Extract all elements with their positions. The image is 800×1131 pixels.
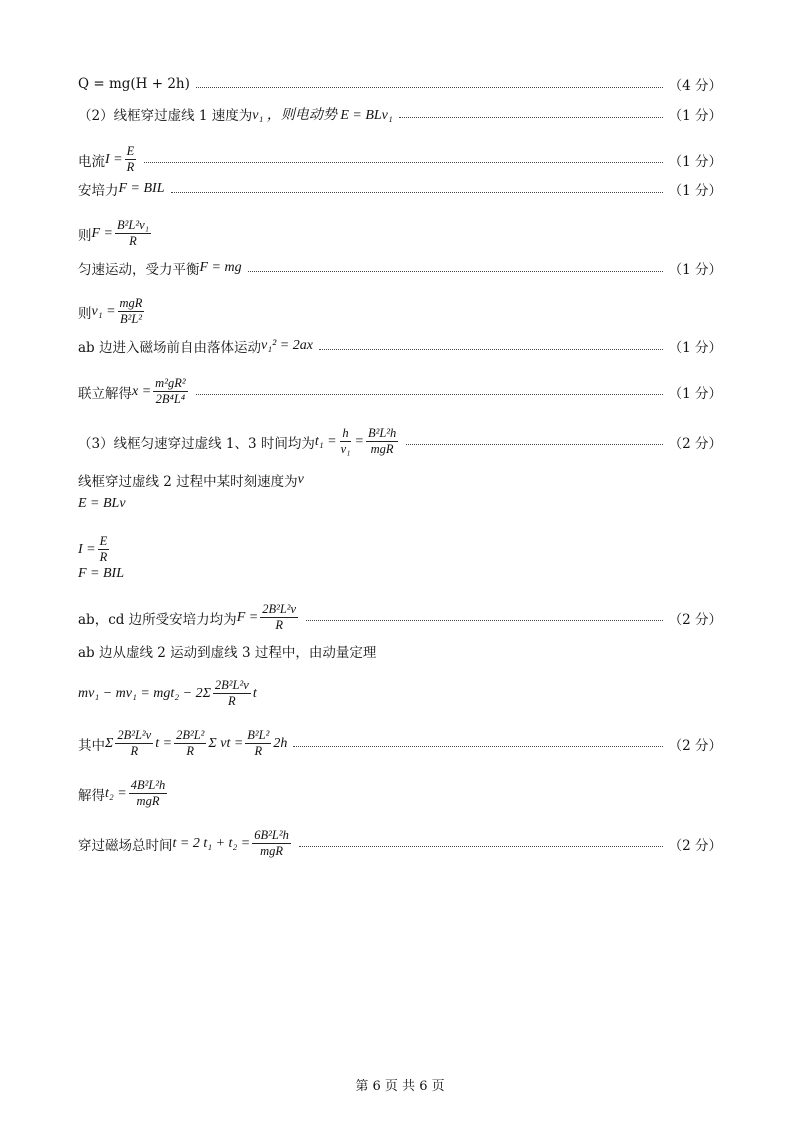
solution-line [78, 534, 722, 565]
solution-line [78, 336, 722, 356]
solution-line [78, 144, 722, 175]
score-label: （1 分） [668, 108, 722, 124]
leader-dots [299, 846, 663, 847]
leader-dots [399, 117, 663, 118]
solution-line [78, 376, 722, 407]
numerator: E [126, 144, 135, 158]
numerator: 2B²L²v [262, 602, 297, 616]
line-text: ab 边从虚线 2 运动到虚线 3 过程中，由动量定理 [78, 645, 377, 661]
line-content [78, 144, 138, 175]
fraction [174, 728, 206, 759]
line-content [78, 258, 242, 278]
fraction [118, 296, 145, 327]
leader-dots [196, 87, 663, 88]
formula: t₂ = [105, 785, 127, 801]
score-label: （2 分） [668, 435, 722, 452]
formula: E = BLv [78, 496, 126, 511]
line-content [78, 641, 376, 661]
leader-dots [248, 271, 663, 272]
leader-dots [293, 746, 662, 747]
denominator: mgR [136, 794, 160, 808]
numerator: 6B²L²h [254, 828, 289, 842]
denominator: R [275, 618, 283, 632]
numerator: E [99, 534, 108, 548]
solution-line [78, 218, 722, 249]
formula: Σ [105, 735, 114, 751]
numerator: 2B²L² [176, 728, 205, 742]
fraction [252, 828, 291, 859]
formula: t₁ = [314, 433, 337, 449]
line-content [78, 728, 287, 759]
denominator: R [228, 694, 236, 708]
formula: v₁ = [91, 303, 116, 319]
line-text: 穿过磁场总时间 [78, 837, 173, 854]
formula: I = [78, 541, 96, 557]
numerator: 2B²L²v [117, 728, 152, 742]
line-text: 线框穿过虚线 2 过程中某时刻速度为 [78, 474, 298, 490]
line-content [78, 296, 146, 327]
line-text: 解得 [78, 787, 105, 804]
fraction [115, 218, 151, 249]
fraction [98, 534, 110, 565]
line-content [78, 104, 393, 124]
denominator: R [99, 550, 108, 564]
formula: 2h [273, 735, 288, 751]
formula: F = mg [199, 260, 242, 275]
fraction [115, 728, 153, 759]
line-text: 联立解得 [78, 385, 132, 402]
solution-line [78, 74, 722, 94]
fraction [245, 728, 271, 759]
denominator: R [186, 744, 195, 758]
fraction [213, 678, 251, 709]
solution-line [78, 470, 722, 490]
fraction [125, 144, 137, 175]
line-content [78, 218, 153, 249]
fraction [339, 426, 353, 457]
line-text: 安培力 [78, 183, 119, 199]
score-label: （2 分） [668, 611, 722, 628]
score-label: （1 分） [668, 183, 722, 199]
line-content [78, 778, 169, 809]
denominator: B²L² [119, 312, 143, 326]
solution-line [78, 426, 722, 457]
solution-line [78, 104, 722, 124]
denominator: v₁ [340, 442, 351, 456]
formula: mv₁ − mv₁ = mgt₂ − 2Σ [78, 685, 211, 701]
line-text: ab 边进入磁场前自由落体运动 [78, 340, 261, 356]
solution-line [78, 828, 722, 859]
line-text: 匀速运动，受力平衡 [78, 262, 200, 278]
solution-line [78, 566, 722, 582]
formula: Σ vt = [208, 735, 244, 751]
formula: v [297, 472, 304, 487]
fraction [366, 426, 398, 457]
denominator: mgR [370, 442, 394, 456]
line-text: 则 [78, 305, 92, 322]
leader-dots [406, 444, 662, 445]
numerator: B²L²v₁ [117, 218, 149, 232]
solution-line [78, 296, 722, 327]
line-text: Q = mg(H + 2h) [78, 76, 190, 92]
formula: F = BIL [78, 566, 124, 581]
line-content [78, 602, 300, 633]
line-text: （3）线框匀速穿过虚线 1、3 时间均为 [78, 435, 315, 452]
formula: = [354, 433, 364, 449]
line-content [78, 828, 293, 859]
leader-dots [144, 162, 662, 163]
numerator: 2B²L²v [214, 678, 249, 692]
line-text: （2）线框穿过虚线 1 速度为 [78, 108, 253, 124]
leader-dots [171, 192, 663, 193]
denominator: R [129, 234, 137, 248]
solution-line [78, 678, 722, 709]
line-text: 则 [78, 227, 92, 244]
solution-line [78, 179, 722, 199]
solution-line [78, 496, 722, 512]
score-label: （2 分） [668, 837, 722, 854]
score-label: （1 分） [668, 340, 722, 356]
solution-line [78, 641, 722, 661]
score-label: （4 分） [668, 78, 722, 94]
formula: x = [132, 383, 152, 399]
line-content [78, 179, 165, 199]
numerator: 4B²L²h [130, 778, 166, 792]
line-content [78, 566, 124, 582]
leader-dots [319, 349, 663, 350]
page-footer: 第 6 页 共 6 页 [355, 1079, 445, 1094]
score-label: （1 分） [668, 385, 722, 402]
line-content [78, 678, 257, 709]
line-text: 其中 [78, 737, 105, 754]
numerator: B²L² [247, 728, 270, 742]
line-content [78, 336, 313, 356]
fraction [260, 602, 298, 633]
fraction [153, 376, 187, 407]
line-content [78, 426, 400, 457]
formula: v₁² = 2ax [260, 338, 313, 353]
denominator: 2B⁴L⁴ [155, 392, 186, 406]
formula: t = 2 t₁ + t₂ = [172, 835, 251, 851]
solution-line [78, 778, 722, 809]
leader-dots [196, 394, 663, 395]
leader-dots [306, 620, 663, 621]
fraction [129, 778, 168, 809]
numerator: mgR [119, 296, 143, 310]
formula: I = [105, 151, 123, 167]
score-label: （1 分） [668, 262, 722, 278]
line-content [78, 496, 126, 512]
solution-line [78, 602, 722, 633]
denominator: R [126, 160, 135, 174]
numerator: m²gR² [155, 376, 186, 390]
line-content [78, 76, 190, 92]
formula: t [252, 685, 257, 701]
score-label: （2 分） [668, 737, 722, 754]
formula: F = [91, 225, 113, 241]
formula: v₁ ，则电动势 E = BLv₁ [252, 108, 393, 123]
denominator: mgR [260, 844, 283, 858]
numerator: h [342, 426, 349, 440]
line-content [78, 470, 304, 490]
score-label: （1 分） [668, 153, 722, 170]
solution-line [78, 728, 722, 759]
line-content [78, 534, 111, 565]
line-content [78, 376, 190, 407]
numerator: B²L²h [367, 426, 397, 440]
line-text: ab，cd 边所受安培力均为 [78, 611, 237, 628]
denominator: R [254, 744, 263, 758]
line-text: 电流 [78, 153, 105, 170]
solution-line [78, 258, 722, 278]
formula: F = [236, 609, 259, 625]
formula: t = [155, 735, 173, 751]
denominator: R [130, 744, 139, 758]
formula: F = BIL [118, 181, 165, 196]
